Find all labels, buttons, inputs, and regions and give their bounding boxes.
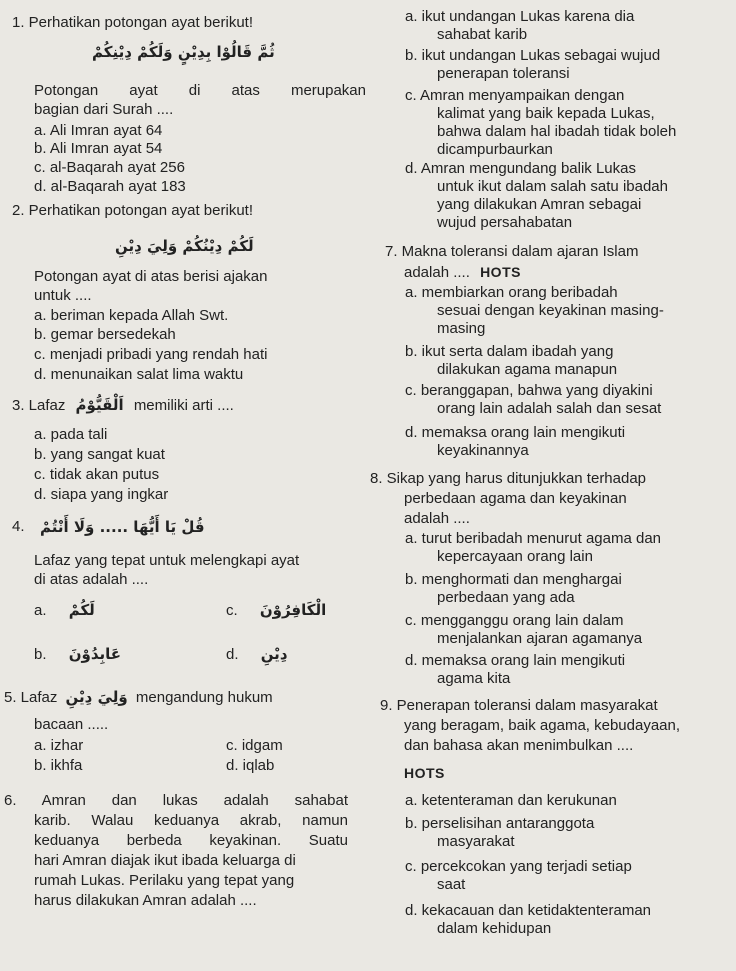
q6-line-3: keduanya berbeda keyakinan. Suatu [34,832,348,849]
q7-option-c-line-1: c. beranggapan, bahwa yang diyakini [405,382,653,399]
q1-text-line-2: bagian dari Surah .... [34,101,174,118]
q6-option-d-line-3: yang dilakukan Amran sebagai [437,196,642,213]
q7-option-a-line-3: masing [437,320,486,337]
q6-option-d-line-2: untuk ikut dalam salah satu ibadah [437,178,668,195]
q4-option-b[interactable]: b. عَابِدُوْنَ [34,645,121,663]
q9-hots-badge: HOTS [404,765,445,781]
q9-option-d[interactable] [405,902,651,938]
q2-text-line-1: Potongan ayat di atas berisi ajakan [34,268,268,285]
q6-option-d[interactable] [405,160,668,232]
q8-option-b-line-1: b. menghormati dan menghargai [405,571,622,588]
q7-option-a-line-2: sesuai dengan keyakinan masing- [437,302,664,319]
q4-option-b-arabic: عَابِدُوْنَ [68,645,121,663]
q6-option-c-line-3: bahwa dalam hal ibadah tidak boleh [437,123,677,140]
q8-option-b-line-2: perbedaan yang ada [437,589,575,606]
q4-number: 4. [12,518,25,535]
q4-text-line-1: Lafaz yang tepat untuk melengkapi ayat [34,552,300,569]
q9-option-b-line-2: masyarakat [437,833,515,850]
q2-text-line-2: untuk .... [34,287,92,304]
q2-option-d[interactable]: d. menunaikan salat lima waktu [34,366,244,383]
q5-option-c[interactable]: c. idgam [226,737,283,754]
q5-text-line-2: bacaan ..... [34,716,109,733]
q6-line-2: karib. Walau keduanya akrab, namun [34,812,348,829]
q6-option-c-line-4: dicampurbaurkan [437,141,553,158]
q1-arabic-verse: ثُمَّ قَالُوْا بِدِيْنٍ وَلَكُمْ دِيْنِكُمْ [92,43,275,61]
q3-option-a[interactable]: a. pada tali [34,426,108,443]
q1-option-d[interactable]: d. al-Baqarah ayat 183 [34,178,186,195]
q8-option-c[interactable] [405,612,642,648]
q6-option-b-line-1: b. ikut undangan Lukas sebagai wujud [405,47,661,64]
q9-option-a-line-1: a. ketenteraman dan kerukunan [405,792,617,809]
q4-option-d[interactable]: d. دِيْنِ [226,645,288,663]
q8-line-1: 8. Sikap yang harus ditunjukkan terhadap [370,470,647,487]
q6-line-5: rumah Lukas. Perilaku yang tepat yang [34,872,295,889]
q5-option-b[interactable]: b. ikhfa [34,757,83,774]
q7-option-b-line-1: b. ikut serta dalam ibadah yang [405,343,614,360]
q9-line-1: 9. Penerapan toleransi dalam masyarakat [380,697,658,714]
q3-option-c[interactable]: c. tidak akan putus [34,466,160,483]
q6-option-c-line-1: c. Amran menyampaikan dengan [405,87,625,104]
q8-option-c-line-2: menjalankan ajaran agamanya [437,630,643,647]
q6-line-4: hari Amran diajak ikut ibada keluarga di [34,852,296,869]
q4-option-a[interactable]: a. لَكُمْ [34,601,95,619]
q9-option-c-line-1: c. percekcokan yang terjadi setiap [405,858,632,875]
q1-stem: 1. Perhatikan potongan ayat berikut! [12,14,253,31]
q9-option-c-line-2: saat [437,876,466,893]
q9-option-a[interactable] [405,792,617,810]
q9-option-d-line-2: dalam kehidupan [437,920,552,937]
q8-option-d-line-2: agama kita [437,670,511,687]
q8-option-a-line-2: kepercayaan orang lain [437,548,593,565]
q2-arabic-verse: لَكُمْ دِيْنُكُمْ وَلِيَ دِيْنِ [115,237,254,255]
q6-option-b[interactable] [405,47,660,83]
q8-option-a-line-1: a. turut beribadah menurut agama dan [405,530,662,547]
q2-option-a[interactable]: a. beriman kepada Allah Swt. [34,307,229,324]
q4-option-d-arabic: دِيْنِ [260,645,288,663]
q8-option-b[interactable] [405,571,622,607]
q7-option-d-line-2: keyakinannya [437,442,529,459]
q6-option-a-line-2: sahabat karib [437,26,528,43]
q4-text-line-2: di atas adalah .... [34,571,149,588]
q1-option-c[interactable]: c. al-Baqarah ayat 256 [34,159,185,176]
q7-option-c[interactable] [405,382,661,418]
q7-hots-badge: HOTS [480,264,521,280]
q9-option-c[interactable] [405,858,632,894]
q7-option-d-line-1: d. memaksa orang lain mengikuti [405,424,626,441]
q8-option-d[interactable] [405,652,625,688]
q8-option-a[interactable] [405,530,661,566]
q7-option-b-line-2: dilakukan agama manapun [437,361,618,378]
q2-option-c[interactable]: c. menjadi pribadi yang rendah hati [34,346,268,363]
q7-option-b[interactable] [405,343,617,379]
q1-option-b[interactable]: b. Ali Imran ayat 54 [34,140,163,157]
q9-line-3: dan bahasa akan menimbulkan .... [404,737,634,754]
q1-text-line-1: Potongan ayat di atas merupakan [34,82,366,99]
q8-line-2: perbedaan agama dan keyakinan [404,490,627,507]
q4-option-c-arabic: الْكَافِرُوْنَ [259,601,327,619]
q5-stem: 5. Lafaz وَلِيَ دِيْنِ mengandung hukum [4,688,273,706]
q8-option-c-line-1: c. mengganggu orang lain dalam [405,612,624,629]
q5-option-a[interactable]: a. izhar [34,737,84,754]
q4-arabic-verse: قُلْ يَا أَيُّهَا ..... وَلَا أَنْتُمْ [40,518,205,536]
q6-option-a[interactable] [405,8,634,44]
q6-option-a-line-1: a. ikut undangan Lukas karena dia [405,8,635,25]
q9-option-d-line-1: d. kekacauan dan ketidaktenteraman [405,902,651,919]
q6-option-c-line-2: kalimat yang baik kepada Lukas, [437,105,655,122]
q1-option-a[interactable]: a. Ali Imran ayat 64 [34,122,163,139]
q4-option-a-arabic: لَكُمْ [68,601,95,619]
q3-arabic-word: اَلْقَيُّوْمُ [75,396,124,414]
q9-option-b[interactable] [405,815,594,851]
q2-option-b[interactable]: b. gemar bersedekah [34,326,176,343]
q3-option-d[interactable]: d. siapa yang ingkar [34,486,169,503]
q8-line-3: adalah .... [404,510,470,527]
q7-line-1: 7. Makna toleransi dalam ajaran Islam [385,243,639,260]
q6-option-d-line-4: wujud persahabatan [437,214,573,231]
q3-option-b[interactable]: b. yang sangat kuat [34,446,165,463]
q7-option-c-line-2: orang lain adalah salah dan sesat [437,400,662,417]
q7-option-d[interactable] [405,424,625,460]
q6-line-6: harus dilakukan Amran adalah .... [34,892,257,909]
q8-option-d-line-1: d. memaksa orang lain mengikuti [405,652,626,669]
q6-line-1: 6. Amran dan lukas adalah sahabat [4,792,348,809]
q2-stem: 2. Perhatikan potongan ayat berikut! [12,202,253,219]
q3-stem: 3. Lafaz اَلْقَيُّوْمُ memiliki arti .... [12,396,234,414]
q9-line-2: yang beragam, baik agama, kebudayaan, [404,717,681,734]
q9-option-b-line-1: b. perselisihan antaranggota [405,815,595,832]
q7-line-2: adalah .... HOTS [404,264,521,281]
q4-option-c[interactable]: c. الْكَافِرُوْنَ [226,601,327,619]
q5-option-d[interactable]: d. iqlab [226,757,275,774]
q7-option-a[interactable] [405,284,664,338]
q6-option-b-line-2: penerapan toleransi [437,65,570,82]
q7-option-a-line-1: a. membiarkan orang beribadah [405,284,618,301]
q5-arabic-phrase: وَلِيَ دِيْنِ [65,688,128,706]
q6-option-d-line-1: d. Amran mengundang balik Lukas [405,160,636,177]
q6-option-c[interactable] [405,87,676,159]
